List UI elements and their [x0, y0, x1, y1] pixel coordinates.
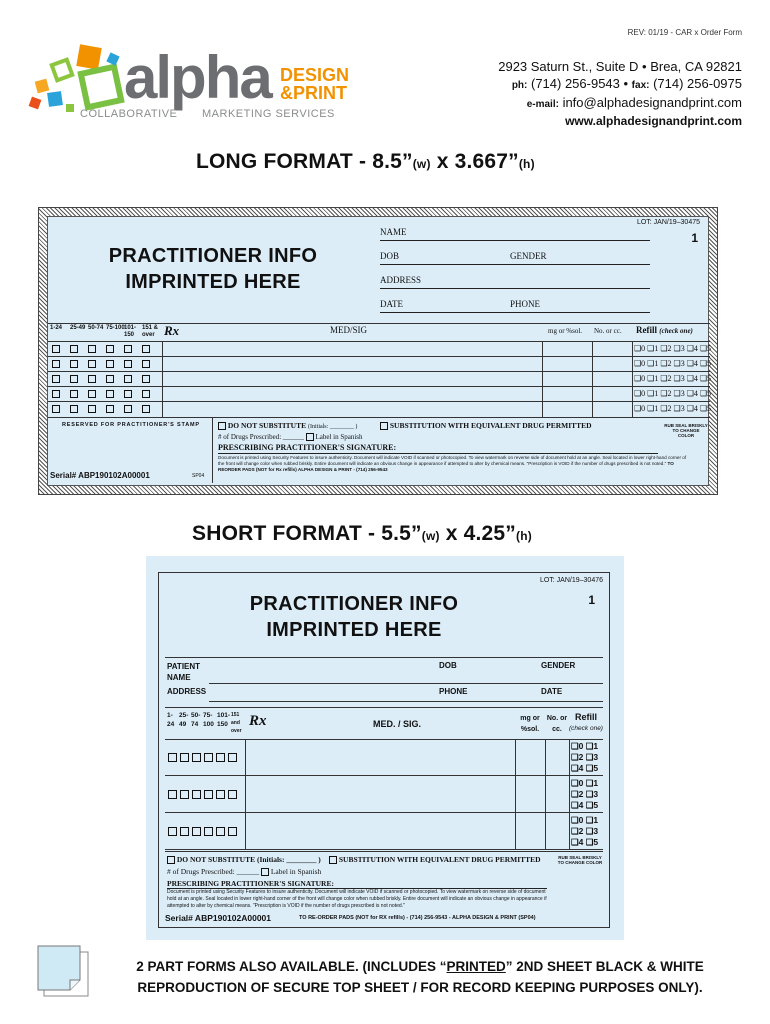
- rub-seal-note: RUB SEAL BRISKLY TO CHANGE COLOR: [664, 423, 708, 438]
- qty-checkbox[interactable]: [88, 405, 96, 413]
- short-qty-checkbox[interactable]: [168, 827, 177, 836]
- do-not-substitute[interactable]: DO NOT SUBSTITUTE (Initials: ________ ): [218, 421, 357, 430]
- short-signature-field[interactable]: PRESCRIBING PRACTITIONER'S SIGNATURE:: [167, 879, 547, 889]
- column-divider: [162, 387, 163, 402]
- two-part-forms-icon: [36, 944, 92, 1000]
- long-format-form: [38, 207, 718, 495]
- short-column-divider: [515, 813, 516, 850]
- short-column-divider: [545, 739, 546, 776]
- short-dob-label: DOB: [439, 661, 457, 670]
- short-security-note: Document is printed using Security Features to insure authenticity. Document will indicate VOID if scanned or photocopied. To view watermark on reverse side of document hold at an angle. Seal located in lower right-hand corner of the front will change color when rubbed briskly. Entire document will indicate an obvious change in appearance if attempted to alter by chemical means. "Prescription is VOID if the number of drugs prescribed is not noted.": [167, 889, 547, 909]
- address-line[interactable]: [209, 701, 603, 702]
- short-column-divider: [245, 776, 246, 813]
- qty-checkbox[interactable]: [142, 405, 150, 413]
- column-divider: [162, 357, 163, 372]
- column-divider: [542, 372, 543, 387]
- short-column-divider: [545, 813, 546, 850]
- short-nocc-header: No. or cc.: [546, 715, 568, 733]
- short-form-number: 1: [588, 593, 595, 607]
- qty-checkbox[interactable]: [52, 345, 60, 353]
- short-column-divider: [569, 776, 570, 813]
- short-form-body: [158, 572, 610, 928]
- two-part-note-line1: 2 PART FORMS ALSO AVAILABLE. (INCLUDES “PRINTED” 2ND SHEET BLACK & WHITE: [136, 959, 704, 974]
- short-dns-checkbox[interactable]: [167, 856, 175, 864]
- qty-checkbox[interactable]: [70, 345, 78, 353]
- email-address: info@alphadesignandprint.com: [562, 95, 742, 110]
- refill-options[interactable]: ❑0 ❑1 ❑2 ❑3 ❑4 ❑5: [634, 344, 712, 353]
- column-divider: [592, 387, 593, 402]
- short-qty-headers: 1-24 25-49 50-74 75-100 101-150 151 and over: [167, 712, 242, 734]
- column-divider: [542, 387, 543, 402]
- short-column-divider: [515, 776, 516, 813]
- stamp-divider: [212, 417, 213, 483]
- patient-name-label: PATIENT NAME: [167, 662, 201, 682]
- short-rx-row[interactable]: [165, 813, 603, 850]
- short-qty-checkbox[interactable]: [192, 790, 201, 799]
- qty-checkbox[interactable]: [52, 405, 60, 413]
- short-refill-line[interactable]: ❑0 ❑1: [571, 778, 599, 788]
- column-divider: [632, 342, 633, 357]
- short-serial-number: Serial# ABP190102A00001: [165, 913, 272, 923]
- column-divider: [592, 372, 593, 387]
- two-part-note: [100, 956, 740, 998]
- short-gender-label: GENDER: [541, 661, 576, 670]
- column-divider: [162, 342, 163, 357]
- qty-checkbox[interactable]: [70, 390, 78, 398]
- qty-checkbox[interactable]: [52, 375, 60, 383]
- reserved-stamp-label: RESERVED FOR PRACTITIONER'S STAMP: [62, 422, 200, 428]
- company-contact: [498, 58, 742, 130]
- refill-header: Refill (check one): [636, 325, 693, 335]
- short-column-divider: [569, 739, 570, 776]
- column-divider: [592, 402, 593, 417]
- qty-headers: 1-24 25-49 50-74 75-100 101-150 151 & over: [50, 325, 159, 338]
- sub-checkbox[interactable]: [380, 422, 388, 430]
- short-qty-checkbox[interactable]: [168, 790, 177, 799]
- short-qty-checkbox[interactable]: [204, 790, 213, 799]
- phone-fax-line: ph: (714) 256-9543 • fax: (714) 256-0975: [511, 76, 742, 91]
- qty-checkbox[interactable]: [88, 345, 96, 353]
- long-format-title: LONG FORMAT - 8.5”(w) x 3.667”(h): [196, 150, 535, 173]
- signature-field[interactable]: PRESCRIBING PRACTITIONER'S SIGNATURE:: [218, 443, 658, 454]
- qty-checkbox[interactable]: [124, 345, 132, 353]
- short-qty-checkbox[interactable]: [192, 827, 201, 836]
- long-rx-row[interactable]: [48, 386, 710, 401]
- short-mg-header: mg or %sol.: [520, 715, 540, 733]
- fax-number: (714) 256-0975: [653, 76, 742, 91]
- short-rx-row[interactable]: [165, 776, 603, 813]
- short-table-top: [165, 707, 603, 708]
- serial-number: Serial# ABP190102A00001: [50, 471, 150, 480]
- qty-checkbox[interactable]: [52, 360, 60, 368]
- column-divider: [632, 387, 633, 402]
- short-refill-options[interactable]: [571, 778, 598, 811]
- short-refill-options[interactable]: [571, 815, 598, 848]
- revision-label: REV: 01/19 - CAR x Order Form: [627, 28, 742, 37]
- short-format-title: SHORT FORMAT - 5.5”(w) x 4.25”(h): [192, 522, 532, 545]
- short-qty-checkbox[interactable]: [216, 790, 225, 799]
- short-qty-checkbox[interactable]: [216, 753, 225, 762]
- short-refill-line[interactable]: ❑2 ❑3: [571, 826, 599, 836]
- short-qty-checkbox[interactable]: [204, 753, 213, 762]
- short-practitioner-info: PRACTITIONER INFO IMPRINTED HERE: [249, 593, 459, 641]
- short-phone-label: PHONE: [439, 687, 468, 696]
- logo-print: &PRINT: [280, 83, 347, 103]
- qty-checkbox[interactable]: [106, 405, 114, 413]
- short-lot-number: LOT: JAN/19–30476: [539, 577, 603, 584]
- street-address: 2923 Saturn St., Suite D • Brea, CA 92821: [498, 59, 742, 74]
- column-divider: [632, 372, 633, 387]
- two-part-note-line2: REPRODUCTION OF SECURE TOP SHEET / FOR RECORD KEEPING PURPOSES ONLY).: [137, 980, 703, 995]
- refill-options[interactable]: ❑0 ❑1 ❑2 ❑3 ❑4 ❑5: [634, 389, 712, 398]
- table-bottom-line: [48, 417, 710, 418]
- refill-options[interactable]: ❑0 ❑1 ❑2 ❑3 ❑4 ❑5: [634, 374, 712, 383]
- qty-checkbox[interactable]: [70, 405, 78, 413]
- column-divider: [632, 402, 633, 417]
- qty-checkbox[interactable]: [124, 390, 132, 398]
- lot-number: LOT: JAN/19–30475: [636, 219, 700, 226]
- short-refill-line[interactable]: ❑0 ❑1: [571, 815, 599, 825]
- short-address-label: ADDRESS: [167, 687, 207, 696]
- email-line: e-mail: info@alphadesignandprint.com: [526, 95, 742, 110]
- long-rx-row[interactable]: [48, 401, 710, 416]
- column-divider: [632, 357, 633, 372]
- short-qty-checkbox[interactable]: [180, 753, 189, 762]
- short-reorder-note: TO RE-ORDER PADS (NOT for RX refills) - (714) 256-9543 - ALPHA DESIGN & PRINT (SP04): [299, 915, 536, 921]
- short-column-divider: [245, 739, 246, 776]
- column-divider: [542, 357, 543, 372]
- short-qty-checkbox[interactable]: [204, 827, 213, 836]
- website-link[interactable]: www.alphadesignandprint.com: [565, 114, 742, 128]
- qty-checkbox[interactable]: [106, 375, 114, 383]
- phone-number: (714) 256-9543: [530, 76, 620, 91]
- short-refill-line[interactable]: ❑4 ❑5: [571, 763, 599, 773]
- short-qty-checkbox[interactable]: [168, 753, 177, 762]
- short-med-sig-header: MED. / SIG.: [373, 719, 422, 729]
- logo-tagline-left: COLLABORATIVE: [80, 108, 178, 120]
- logo-tagline-right: MARKETING SERVICES: [202, 108, 335, 120]
- qty-checkbox[interactable]: [142, 375, 150, 383]
- med-sig-header: MED/SIG: [330, 325, 368, 335]
- company-logo: [26, 40, 366, 130]
- short-date-label: DATE: [541, 687, 563, 696]
- patient-top-line: [165, 657, 603, 658]
- short-column-divider: [515, 739, 516, 776]
- short-sub-checkbox[interactable]: [329, 856, 337, 864]
- short-dns[interactable]: DO NOT SUBSTITUTE (Initials: ________ ): [167, 855, 321, 864]
- qty-checkbox[interactable]: [124, 375, 132, 383]
- long-form-body: [47, 216, 712, 486]
- short-qty-checkbox[interactable]: [192, 753, 201, 762]
- long-rx-row[interactable]: [48, 341, 710, 356]
- short-qty-checkbox[interactable]: [180, 827, 189, 836]
- short-sub-permitted[interactable]: SUBSTITUTION WITH EQUIVALENT DRUG PERMITTED: [329, 855, 541, 864]
- short-refill-line[interactable]: ❑0 ❑1: [571, 741, 599, 751]
- qty-checkbox[interactable]: [142, 360, 150, 368]
- short-qty-checkbox[interactable]: [228, 753, 237, 762]
- short-refill-line[interactable]: ❑2 ❑3: [571, 789, 599, 799]
- long-rx-row[interactable]: [48, 371, 710, 386]
- column-divider: [162, 402, 163, 417]
- short-column-divider: [545, 776, 546, 813]
- address-field[interactable]: ADDRESS: [380, 275, 650, 289]
- short-qty-checkbox[interactable]: [228, 790, 237, 799]
- column-divider: [542, 342, 543, 357]
- dns-checkbox[interactable]: [218, 422, 226, 430]
- sp-code: SP04: [192, 473, 205, 479]
- short-column-divider: [245, 813, 246, 850]
- logo-design: DESIGN: [280, 65, 350, 85]
- column-divider: [592, 357, 593, 372]
- short-qty-checkbox[interactable]: [228, 827, 237, 836]
- drugs-prescribed-field[interactable]: # of Drugs Prescribed: ______ Label in Spanish: [218, 433, 363, 441]
- name-line[interactable]: [209, 683, 603, 684]
- qty-checkbox[interactable]: [70, 375, 78, 383]
- substitution-permitted[interactable]: SUBSTITUTION WITH EQUIVALENT DRUG PERMITTED: [380, 421, 592, 430]
- short-qty-checkbox[interactable]: [216, 827, 225, 836]
- qty-checkbox[interactable]: [106, 390, 114, 398]
- short-format-form: [146, 556, 624, 940]
- form-number: 1: [691, 231, 698, 245]
- qty-checkbox[interactable]: [106, 345, 114, 353]
- short-refill-line[interactable]: ❑2 ❑3: [571, 752, 599, 762]
- short-rub-seal: RUB SEAL BRISKLY TO CHANGE COLOR: [557, 855, 603, 865]
- short-rx-symbol: Rx: [249, 713, 267, 729]
- qty-checkbox[interactable]: [88, 375, 96, 383]
- qty-checkbox[interactable]: [124, 405, 132, 413]
- dob-gender-field[interactable]: DOB GENDER: [380, 251, 650, 265]
- no-cc-header: No. or cc.: [594, 327, 622, 335]
- refill-options[interactable]: ❑0 ❑1 ❑2 ❑3 ❑4 ❑5: [634, 404, 712, 413]
- mg-header: mg or %sol.: [548, 327, 583, 335]
- column-divider: [542, 402, 543, 417]
- qty-checkbox[interactable]: [142, 345, 150, 353]
- name-field[interactable]: NAME: [380, 227, 650, 241]
- short-refill-line[interactable]: ❑4 ❑5: [571, 837, 599, 847]
- short-refill-options[interactable]: [571, 741, 598, 774]
- short-refill-line[interactable]: ❑4 ❑5: [571, 800, 599, 810]
- practitioner-info: PRACTITIONER INFO IMPRINTED HERE: [108, 245, 318, 293]
- date-phone-field[interactable]: DATE PHONE: [380, 299, 650, 313]
- refill-options[interactable]: ❑0 ❑1 ❑2 ❑3 ❑4 ❑5: [634, 359, 712, 368]
- security-note: Document is printed using Security Features to insure authenticity. Document will indicate VOID if scanned or photocopied. To view watermark on reverse side of document hold at an angle. Seal located in lower right-hand corner of the front will change color when rubbed briskly. Entire document will indicate an obvious change in appearance if attempted to alter by chemical means. "Prescription is VOID if the number of drugs prescribed is not noted." TO REORDER PADS (NOT for Rx refills) ALPHA DESIGN & PRINT - (714) 256-9543: [218, 455, 687, 472]
- short-spanish-checkbox[interactable]: [261, 868, 269, 876]
- column-divider: [162, 372, 163, 387]
- short-qty-checkbox[interactable]: [180, 790, 189, 799]
- qty-checkbox[interactable]: [106, 360, 114, 368]
- short-drugs-prescribed[interactable]: # of Drugs Prescribed: ______ Label in Spanish: [167, 867, 322, 876]
- short-refill-header: Refill (check one): [569, 712, 603, 732]
- spanish-checkbox[interactable]: [306, 433, 314, 441]
- qty-checkbox[interactable]: [124, 360, 132, 368]
- qty-checkbox[interactable]: [70, 360, 78, 368]
- short-column-divider: [569, 813, 570, 850]
- qty-checkbox[interactable]: [88, 390, 96, 398]
- short-rx-row[interactable]: [165, 739, 603, 776]
- column-divider: [592, 342, 593, 357]
- rx-symbol: Rx: [164, 323, 180, 338]
- qty-checkbox[interactable]: [142, 390, 150, 398]
- table-top-line: [48, 323, 710, 324]
- long-rx-row[interactable]: [48, 356, 710, 371]
- short-table-bottom: [165, 851, 603, 852]
- qty-checkbox[interactable]: [52, 390, 60, 398]
- logo-word: alpha: [124, 44, 271, 111]
- qty-checkbox[interactable]: [88, 360, 96, 368]
